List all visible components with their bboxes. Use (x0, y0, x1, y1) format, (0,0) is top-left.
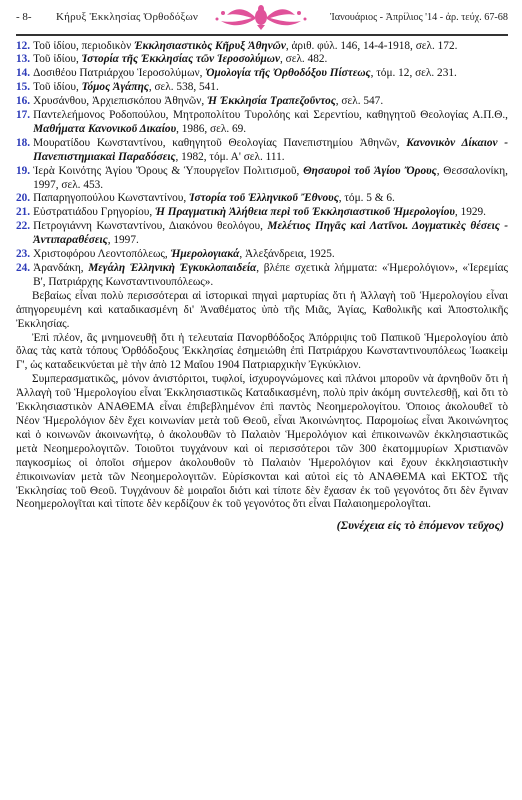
body-paragraph: Συμπερασματικῶς, μόνον ἀνιστόριτοι, τυφλοί, ἰσχυρογνώμονες καὶ πλάνοι μποροῦν νὰ ἀρνηθοῦν ὅτι ἡ Ἀλλαγὴ τοῦ Ἡμερολογίου εἶναι Ἐκκλησιαστικῶς Καταδικασμένη, πολὺ πρὶν ἀκόμη συντελεσθῇ, καὶ ὅτι τὸ Ἐκκλησιαστικὸν ΑΝΑΘΕΜΑ εἶναι ἐπιβεβλημένον ἐπὶ παντὸς Νεοημερολογίτου. Ὁποιος ἀκολουθεῖ τὸ Νέον Ἡμερολόγιον δὲν ἔχει κοινωνίαν μετὰ τοῦ Θεοῦ, εἶναι Ἀκοινώνητος. Παρομοίως εἶναι Ἀκοινώνητος καὶ ὁ κοινωνῶν ἀκοινωνήτῳ, ὁ ἀκολουθῶν τὸ Παλαιὸν Ἡμερολόγιον καὶ ἐπικοινωνῶν ἐκκλησιαστικῶς μετὰ Νεοημερολογιτῶν. Τοιοῦτοι τυγχάνουν καὶ οἱ περισσότεροι τῶν 300 ἑκατομμυρίων Χριστιανῶν παγκοσμίως οἱ ὁποῖοι σήμερον ἀκολουθοῦν τὸ Παλαιὸν Ἡμερολόγιον καὶ ἔχουν ἐκκλησιαστικὴν ἐπικοινωνίαν μετὰ τῶν Νεοημερολογιτῶν. Εὑρίσκονται καὶ αὐτοὶ εἰς τὸ ΑΝΑΘΕΜΑ καὶ ΕΚΤΟΣ τῆς Ἐκκλησίας τοῦ Θεοῦ. Τυγχάνουν δὲ μοιραῖοι διότι καὶ τίποτε δὲν ἔχασαν ἐκ τοῦ γεγονότος ὅτι δὲν ἔγιναν Νεοημερολογῖται καὶ τίποτε δὲν κερδίζουν ἐκ τοῦ γεγονότος ὅτι εἶναι Παλαιοημερολογῖται. (16, 373, 508, 511)
reference-author: Τοῦ ἰδίου, περιοδικὸν (33, 39, 135, 52)
reference-number: 21. (16, 206, 31, 219)
reference-details: , 1929. (454, 206, 486, 219)
ornament-svg (213, 3, 309, 31)
reference-details: , Ἀλεξάνδρεια, 1925. (239, 248, 335, 261)
article-body (16, 290, 508, 513)
reference-item (16, 192, 508, 206)
header-rule (16, 34, 508, 36)
reference-author: Εὐστρατιάδου Γρηγορίου, (33, 206, 155, 219)
reference-text (33, 220, 508, 248)
reference-number: 13. (16, 53, 31, 66)
page-number: - 8- (16, 11, 32, 23)
reference-number: 22. (16, 220, 31, 233)
reference-text (33, 137, 508, 165)
reference-title: Μελέτιος Πηγᾶς καὶ Λατῖνοι. Δογματικὲς θέσεις - Ἀντιπαραθέσεις (33, 220, 508, 247)
floral-ornament-icon (206, 2, 316, 32)
reference-author: Ἀρανδάκη, (33, 262, 89, 274)
page-header (16, 0, 508, 34)
reference-title: Ἡ Ἐκκλησία Τραπεζοῦντος (207, 95, 336, 108)
reference-title: Κανονικὸν Δίκαιον - Πανεπιστημιακαὶ Παραδόσεις (33, 136, 508, 163)
reference-details: , σελ. 538, 541. (148, 81, 219, 94)
reference-author: Δοσιθέου Πατριάρχου Ἱεροσολύμων, (33, 67, 206, 80)
reference-details: , σελ. 482. (279, 53, 328, 66)
reference-author: Ἱερὰ Κοινότης Ἁγίου Ὄρους & Ὑπουργεῖον Πολιτισμοῦ, (33, 164, 304, 177)
body-paragraph: Ἐπὶ πλέον, ἂς μνημονευθῇ ὅτι ἡ τελευταία Πανορθόδοξος Ἀπόρριψις τοῦ Παπικοῦ Ἡμερολογίου ἀπὸ ὅλας τὰς κατὰ τόπους Ὀρθόδοξους Ἐκκλησίας ἐσημειώθη ἐπὶ Πατριάρχου Κωνσταντινουπόλεως Ἰωακεὶμ Γ', ὡς καταδεικνύεται μὲ τὴν ἀπὸ 12 Μαΐου 1904 Πατριαρχικὴν Ἐγκύκλιον. (16, 331, 508, 372)
reference-item (16, 67, 508, 81)
reference-text (33, 40, 508, 54)
reference-item (16, 40, 508, 54)
reference-text (33, 95, 508, 109)
continuation-note: (Συνέχεια εἰς τὸ ἑπόμενον τεῦχος) (336, 518, 504, 533)
reference-number: 17. (16, 109, 31, 122)
reference-text (33, 53, 508, 67)
reference-item (16, 137, 508, 165)
reference-list (16, 40, 508, 290)
reference-number: 18. (16, 136, 31, 149)
reference-item (16, 95, 508, 109)
reference-details: , σελ. 547. (335, 95, 384, 108)
reference-number: 19. (16, 164, 31, 177)
reference-number: 16. (16, 95, 31, 108)
reference-title: Τόμος Ἀγάπης (81, 81, 149, 94)
reference-details: , 1997. (107, 234, 139, 247)
reference-details: , 1986, σελ. 69. (176, 122, 247, 135)
reference-number: 20. (16, 192, 31, 205)
reference-details: , 1982, τόμ. Α' σελ. 111. (175, 150, 285, 163)
reference-title: Μεγάλη Ἑλληνικὴ Ἐγκυκλοπαιδεία (88, 262, 257, 274)
reference-title: Ὁμολογία τῆς Ὀρθοδόξου Πίστεως (205, 67, 371, 80)
reference-author: Χρυσάνθου, Ἀρχιεπισκόπου Ἀθηνῶν, (33, 95, 207, 108)
reference-item (16, 206, 508, 220)
reference-title: Θησαυροὶ τοῦ Ἁγίου Ὄρους (303, 164, 437, 177)
reference-number: 14. (16, 67, 31, 80)
reference-author: Χριστοφόρου Λεοντοπόλεως, (33, 248, 171, 261)
reference-item (16, 220, 508, 248)
reference-item (16, 109, 508, 137)
reference-text (33, 262, 508, 290)
reference-details: , τόμ. 12, σελ. 231. (370, 67, 457, 80)
reference-details: , τόμ. 5 & 6. (338, 192, 395, 205)
reference-author: Τοῦ ἰδίου, (33, 81, 82, 94)
reference-title: Ἐκκλησιαστικὸς Κῆρυξ Ἀθηνῶν (134, 39, 286, 52)
reference-item (16, 262, 508, 290)
reference-text (33, 192, 508, 206)
reference-title: Μαθήματα Κανονικοῦ Δικαίου (33, 122, 177, 135)
issue-info: Ἰανουάριος - Ἀπρίλιος '14 - ἀρ. τεύχ. 67-68 (329, 11, 508, 23)
reference-item (16, 53, 508, 67)
reference-text (33, 81, 508, 95)
reference-text (33, 109, 508, 137)
reference-title: Ἡ Πραγματικὴ Ἀλήθεια περὶ τοῦ Ἐκκλησιαστικοῦ Ἡμερολογίου (154, 206, 455, 219)
reference-author: Μουρατίδου Κωνσταντίνου, καθηγητοῦ Θεολογίας Πανεπιστημίου Ἀθηνῶν, (33, 136, 407, 149)
reference-number: 15. (16, 81, 31, 94)
reference-details: , Θεσσαλονίκη, 1997, σελ. 453. (33, 164, 509, 191)
reference-title: Ἱστορία τῆς Ἐκκλησίας τῶν Ἱεροσολύμων (81, 53, 280, 66)
reference-text (33, 206, 508, 220)
reference-details: , ἀριθ. φύλ. 146, 14-4-1918, σελ. 172. (285, 39, 458, 52)
reference-text (33, 67, 508, 81)
reference-text (33, 248, 508, 262)
reference-item (16, 81, 508, 95)
reference-number: 23. (16, 248, 31, 261)
reference-author: Παντελεήμονος Ροδοπούλου, Μητροπολίτου Τυρολόης καὶ Σερεντίου, καθηγητοῦ Θεολογίας Α.Π.Θ., (33, 109, 508, 122)
reference-text (33, 165, 508, 193)
reference-details: , βλέπε σχετικὰ λήμματα: «Ἡμερολόγιον», «Ἱερεμίας Β', Πατριάρχης Κωνσταντινουπόλεως». (33, 262, 508, 288)
reference-author: Τοῦ ἰδίου, (33, 53, 82, 66)
masthead-title: Κήρυξ Ἐκκλησίας Ὀρθοδόξων (56, 11, 199, 23)
reference-author: Παπαρηγοπούλου Κωνσταντίνου, (33, 192, 190, 205)
reference-author: Πετρογιάννη Κωνσταντίνου, Διακόνου θεολόγου, (33, 220, 268, 233)
reference-number: 12. (16, 39, 31, 52)
reference-number: 24. (16, 262, 31, 274)
reference-title: Ἡμερολογιακά (170, 248, 240, 261)
reference-item (16, 248, 508, 262)
reference-item (16, 165, 508, 193)
reference-title: Ἱστορία τοῦ Ἑλληνικοῦ Ἔθνους (189, 192, 339, 205)
body-paragraph: Βεβαίως εἶναι πολὺ περισσότεραι αἱ ἱστορικαὶ πηγαὶ μαρτυρίας ὅτι ἡ Ἀλλαγὴ τοῦ Ἡμερολογίου εἶναι ἀπηγορευμένη καὶ καταδικασμένη δι' Ἀναθέματος ὑπὸ τῆς Μιᾶς, Ἁγίας, Καθολικῆς καὶ Ἀποστολικῆς Ἐκκλησίας. (16, 289, 508, 330)
